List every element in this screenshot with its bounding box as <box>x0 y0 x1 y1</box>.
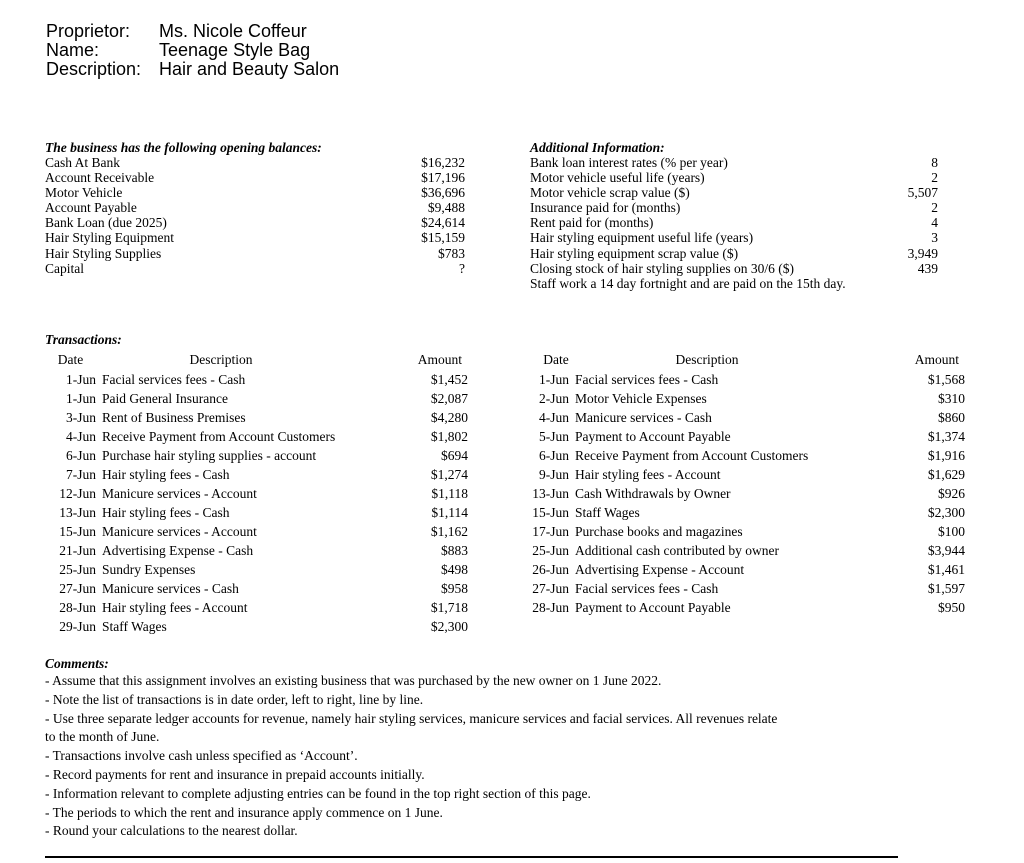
transaction-date: 1-Jun <box>66 372 96 387</box>
table-row <box>520 484 965 503</box>
info-row <box>530 170 938 185</box>
transaction-date: 17-Jun <box>532 524 569 539</box>
transaction-date: 7-Jun <box>66 467 96 482</box>
transaction-date: 6-Jun <box>539 448 569 463</box>
comment-line: - Note the list of transactions is in date order, left to right, line by line. <box>45 691 424 707</box>
header-description: Description <box>675 352 739 367</box>
transaction-amount: $860 <box>938 410 965 425</box>
comments-title: Comments: <box>45 656 109 671</box>
balance-label: Hair Styling Equipment <box>45 230 174 246</box>
comment-line: - Information relevant to complete adjusting entries can be found in the top right section of this page. <box>45 785 591 801</box>
transaction-date: 4-Jun <box>66 429 96 444</box>
transaction-amount: $1,114 <box>431 505 468 520</box>
transactions-table-right <box>520 350 965 617</box>
transaction-date: 3-Jun <box>66 410 96 425</box>
balance-amount: $36,696 <box>421 185 465 201</box>
transaction-description: Facial services fees - Cash <box>102 372 246 387</box>
table-row <box>520 579 965 598</box>
proprietor-value: Ms. Nicole Coffeur <box>159 21 307 41</box>
transaction-amount: $1,374 <box>927 429 965 444</box>
transaction-description: Payment to Account Payable <box>575 429 731 444</box>
comment-line: - Round your calculations to the nearest dollar. <box>45 823 298 839</box>
comment-line: - Use three separate ledger accounts for revenue, namely hair styling services, manicure services and facial services. All revenues relate <box>45 710 778 726</box>
transaction-date: 26-Jun <box>532 562 569 577</box>
transaction-date: 13-Jun <box>532 486 569 501</box>
description-row <box>46 60 339 79</box>
table-row <box>45 370 468 389</box>
table-body <box>45 370 468 636</box>
balance-row <box>45 185 465 200</box>
transaction-amount: $1,461 <box>927 562 965 577</box>
table-row <box>520 427 965 446</box>
balance-amount: $16,232 <box>421 155 465 170</box>
transaction-date: 25-Jun <box>532 543 569 558</box>
transaction-amount: $498 <box>441 562 468 577</box>
transaction-amount: $694 <box>441 448 468 463</box>
table-row <box>520 389 965 408</box>
balance-label: Account Payable <box>45 200 137 216</box>
balance-amount: ? <box>459 260 465 276</box>
comment-line: to the month of June. <box>45 729 160 745</box>
transaction-description: Manicure services - Account <box>102 486 257 501</box>
transaction-amount: $1,718 <box>430 600 468 615</box>
transaction-description: Hair styling fees - Cash <box>102 467 230 482</box>
info-label: Closing stock of hair styling supplies on 30/6 ($) <box>530 260 794 276</box>
balance-amount: $17,196 <box>421 170 465 186</box>
info-value: 3 <box>931 230 938 246</box>
transaction-amount: $2,300 <box>430 619 468 634</box>
table-row <box>45 579 468 598</box>
info-row <box>530 230 938 245</box>
business-header <box>46 22 339 79</box>
table-row <box>520 408 965 427</box>
transaction-description: Hair styling fees - Cash <box>102 505 230 520</box>
transaction-amount: $950 <box>938 600 965 615</box>
transaction-description: Paid General Insurance <box>102 391 228 406</box>
transaction-date: 5-Jun <box>539 429 569 444</box>
header-amount: Amount <box>914 352 959 367</box>
transaction-description: Staff Wages <box>575 505 640 520</box>
transaction-description: Sundry Expenses <box>102 562 196 577</box>
transaction-amount: $2,087 <box>430 391 468 406</box>
transaction-description: Additional cash contributed by owner <box>575 543 779 558</box>
balance-label: Capital <box>45 260 84 276</box>
transaction-amount: $1,629 <box>927 467 965 482</box>
transaction-date: 27-Jun <box>532 581 569 596</box>
transaction-description: Manicure services - Account <box>102 524 257 539</box>
additional-title: Additional Information: <box>530 140 665 155</box>
header-description: Description <box>189 352 253 367</box>
table-row <box>45 617 468 636</box>
table-row <box>520 503 965 522</box>
table-row <box>520 541 965 560</box>
transaction-date: 1-Jun <box>539 372 569 387</box>
balance-row <box>45 215 465 230</box>
info-label: Insurance paid for (months) <box>530 200 681 216</box>
header-date: Date <box>543 352 569 367</box>
table-row <box>45 560 468 579</box>
header-date: Date <box>57 352 84 367</box>
info-row <box>530 276 938 291</box>
transaction-amount: $1,162 <box>430 524 468 539</box>
table-row <box>520 446 965 465</box>
table-row <box>45 598 468 617</box>
name-label: Name: <box>46 40 100 60</box>
transaction-description: Purchase hair styling supplies - account <box>102 448 317 463</box>
transaction-description: Rent of Business Premises <box>102 410 246 425</box>
table-row <box>45 446 468 465</box>
transaction-description: Hair styling fees - Account <box>102 600 248 615</box>
description-label: Description: <box>46 59 142 79</box>
info-label: Hair styling equipment scrap value ($) <box>530 245 739 261</box>
info-value: 5,507 <box>907 185 938 201</box>
transaction-description: Receive Payment from Account Customers <box>102 429 336 444</box>
transaction-date: 6-Jun <box>66 448 96 463</box>
comment-line: - Record payments for rent and insurance in prepaid accounts initially. <box>45 766 425 782</box>
transaction-amount: $1,452 <box>430 372 468 387</box>
transaction-amount: $958 <box>441 581 468 596</box>
transactions-title: Transactions: <box>45 332 122 347</box>
proprietor-row <box>46 22 339 41</box>
info-value: 439 <box>917 260 938 276</box>
transaction-date: 1-Jun <box>66 391 96 406</box>
info-label: Hair styling equipment useful life (years) <box>530 230 754 246</box>
table-row <box>45 427 468 446</box>
table-row <box>45 503 468 522</box>
info-value: 2 <box>931 170 938 186</box>
transaction-description: Manicure services - Cash <box>102 581 239 596</box>
transaction-date: 21-Jun <box>59 543 96 558</box>
transaction-amount: $1,597 <box>927 581 965 596</box>
info-row <box>530 215 938 230</box>
info-row <box>530 261 938 276</box>
transactions-table-left <box>45 350 468 636</box>
info-label: Staff work a 14 day fortnight and are paid on the 15th day. <box>530 275 846 291</box>
transaction-amount: $1,274 <box>430 467 468 482</box>
transaction-date: 28-Jun <box>59 600 96 615</box>
balance-amount: $783 <box>438 245 465 261</box>
transaction-date: 2-Jun <box>539 391 569 406</box>
transaction-date: 28-Jun <box>532 600 569 615</box>
table-row <box>45 484 468 503</box>
transaction-amount: $1,118 <box>431 486 468 501</box>
transaction-description: Payment to Account Payable <box>575 600 731 615</box>
transaction-description: Staff Wages <box>102 619 167 634</box>
table-row <box>520 560 965 579</box>
info-label: Motor vehicle scrap value ($) <box>530 185 690 201</box>
header-amount: Amount <box>417 352 462 367</box>
transaction-date: 12-Jun <box>59 486 96 501</box>
table-row <box>520 522 965 541</box>
info-row <box>530 185 938 200</box>
name-value: Teenage Style Bag <box>159 40 311 60</box>
transaction-date: 29-Jun <box>59 619 96 634</box>
transaction-amount: $883 <box>441 543 468 558</box>
balance-label: Motor Vehicle <box>45 185 123 201</box>
transaction-description: Hair styling fees - Account <box>575 467 721 482</box>
balance-amount: $9,488 <box>427 200 465 216</box>
balance-label: Bank Loan (due 2025) <box>45 215 167 231</box>
transaction-date: 13-Jun <box>59 505 96 520</box>
balance-row <box>45 155 465 170</box>
additional-information <box>530 140 938 291</box>
name-row <box>46 41 339 60</box>
table-row <box>45 408 468 427</box>
info-value: 3,949 <box>907 245 938 261</box>
table-row <box>45 541 468 560</box>
transaction-description: Purchase books and magazines <box>575 524 743 539</box>
transaction-description: Motor Vehicle Expenses <box>575 391 707 406</box>
comment-line: - Transactions involve cash unless specified as ‘Account’. <box>45 748 358 764</box>
table-row <box>520 370 965 389</box>
balance-label: Hair Styling Supplies <box>45 245 162 261</box>
transaction-amount: $3,944 <box>927 543 965 558</box>
transaction-description: Facial services fees - Cash <box>575 372 719 387</box>
info-label: Bank loan interest rates (% per year) <box>530 155 728 170</box>
comment-line: - The periods to which the rent and insurance apply commence on 1 June. <box>45 804 443 820</box>
proprietor-label: Proprietor: <box>46 21 131 41</box>
info-value: 8 <box>931 155 938 170</box>
transaction-date: 4-Jun <box>539 410 569 425</box>
transaction-description: Cash Withdrawals by Owner <box>575 486 731 501</box>
transaction-description: Advertising Expense - Account <box>575 562 745 577</box>
transaction-amount: $1,916 <box>927 448 965 463</box>
opening-balances <box>45 140 465 276</box>
transaction-description: Manicure services - Cash <box>575 410 712 425</box>
transaction-description: Advertising Expense - Cash <box>102 543 254 558</box>
transaction-date: 27-Jun <box>59 581 96 596</box>
balance-label: Account Receivable <box>45 170 155 186</box>
table-row <box>45 389 468 408</box>
comment-line: - Assume that this assignment involves an existing business that was purchased by the new owner on 1 June 2022. <box>45 673 662 688</box>
transaction-date: 15-Jun <box>59 524 96 539</box>
transaction-date: 15-Jun <box>532 505 569 520</box>
balance-row <box>45 246 465 261</box>
transaction-amount: $100 <box>938 524 965 539</box>
table-row <box>45 522 468 541</box>
info-row <box>530 155 938 170</box>
transaction-amount: $1,568 <box>927 372 965 387</box>
balance-label: Cash At Bank <box>45 155 121 170</box>
table-header <box>520 350 965 370</box>
table-row <box>45 465 468 484</box>
table-row <box>520 598 965 617</box>
transaction-description: Receive Payment from Account Customers <box>575 448 809 463</box>
balance-row <box>45 230 465 245</box>
table-header <box>45 350 468 370</box>
info-value: 2 <box>931 200 938 216</box>
bottom-divider <box>45 856 898 858</box>
comments-section <box>45 655 885 841</box>
transaction-description: Facial services fees - Cash <box>575 581 719 596</box>
info-label: Rent paid for (months) <box>530 215 654 231</box>
info-value: 4 <box>931 215 938 231</box>
balances-list <box>45 155 465 276</box>
info-row <box>530 246 938 261</box>
transaction-date: 9-Jun <box>539 467 569 482</box>
description-value: Hair and Beauty Salon <box>159 59 340 79</box>
info-row <box>530 200 938 215</box>
transaction-date: 25-Jun <box>59 562 96 577</box>
balance-row <box>45 200 465 215</box>
transaction-amount: $2,300 <box>927 505 965 520</box>
transaction-amount: $926 <box>938 486 965 501</box>
info-label: Motor vehicle useful life (years) <box>530 170 705 186</box>
table-row <box>520 465 965 484</box>
transaction-amount: $1,802 <box>430 429 468 444</box>
table-body <box>520 370 965 617</box>
balance-amount: $24,614 <box>421 215 465 231</box>
balance-row <box>45 170 465 185</box>
transaction-amount: $310 <box>938 391 965 406</box>
balances-title: The business has the following opening balances: <box>45 140 322 155</box>
balance-row <box>45 261 465 276</box>
transaction-amount: $4,280 <box>430 410 468 425</box>
balance-amount: $15,159 <box>421 230 465 246</box>
